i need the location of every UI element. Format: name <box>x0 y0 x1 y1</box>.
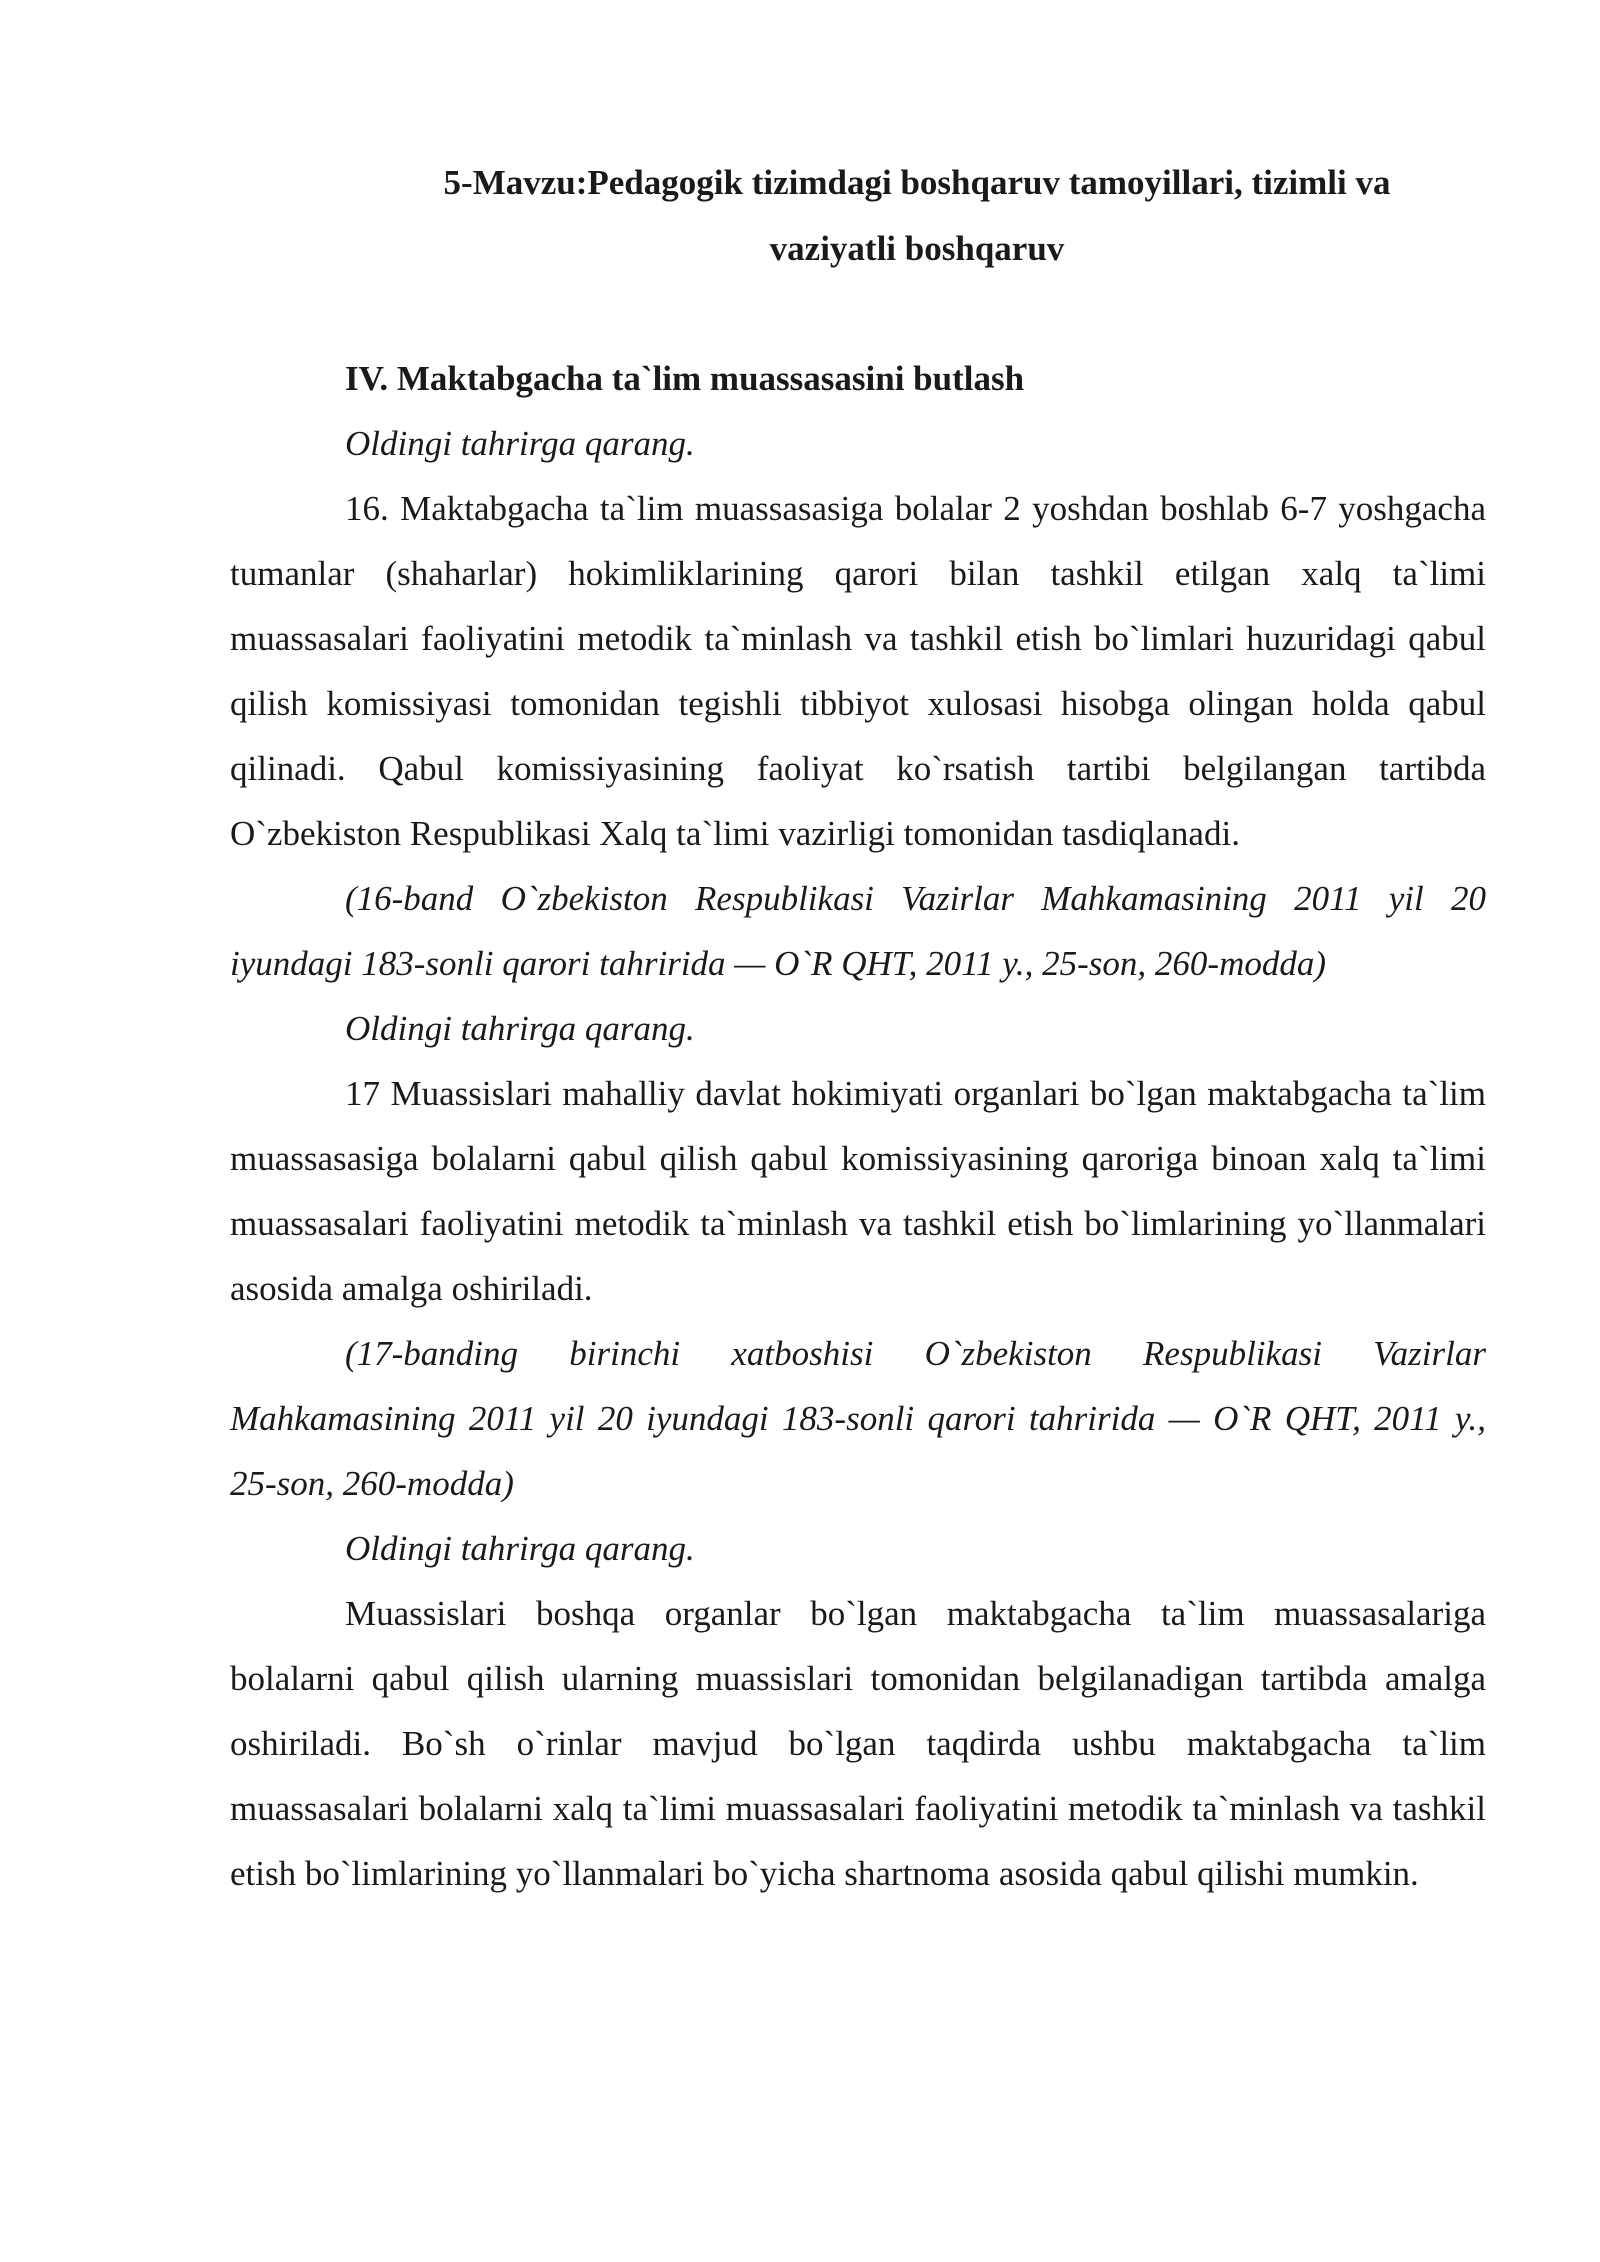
title-line-1: 5-Mavzu:Pedagogik tizimdagi boshqaruv tamoyillari, tizimli va <box>443 163 1391 202</box>
title-line-2: vaziyatli boshqaruv <box>769 229 1065 268</box>
previous-edition-link-3[interactable]: Oldingi tahrirga qarang. <box>345 1529 695 1568</box>
paragraph-17: 17 Muassislari mahalliy davlat hokimiyati organlari bo`lgan maktabgacha ta`lim muassasasiga bolalarni qabul qilish qabul komissiyasining qaroriga binoan xalq ta`limi muassasalari faoliyatini metodik ta`minlash va tashkil etish bo`limlarining yo`llanmalari asosida amalga oshiriladi. <box>230 1074 1486 1308</box>
document-body <box>230 150 1486 1906</box>
page-title <box>230 150 1486 282</box>
note-16: (16-band O`zbekiston Respublikasi Vazirlar Mahkamasining 2011 yil 20 iyundagi 183-sonli qarori tahririda — O`R QHT, 2011 y., 25-son, 260-modda) <box>230 879 1486 983</box>
previous-edition-link-2[interactable]: Oldingi tahrirga qarang. <box>345 1009 695 1048</box>
paragraph-17-second: Muassislari boshqa organlar bo`lgan maktabgacha ta`lim muassasalariga bolalarni qabul qilish ularning muassislari tomonidan belgilanadigan tartibda amalga oshiriladi. Bo`sh o`rinlar mavjud bo`lgan taqdirda ushbu maktabgacha ta`lim muassasalari bolalarni xalq ta`limi muassasalari faoliyatini metodik ta`minlash va tashkil etish bo`limlarining yo`llanmalari bo`yicha shartnoma asosida qabul qilishi mumkin. <box>230 1594 1486 1893</box>
note-17: (17-banding birinchi xatboshisi O`zbekiston Respublikasi Vazirlar Mahkamasining 2011 yil 20 iyundagi 183-sonli qarori tahririda — O`R QHT, 2011 y., 25-son, 260-modda) <box>230 1334 1486 1503</box>
paragraph-16: 16. Maktabgacha ta`lim muassasasiga bolalar 2 yoshdan boshlab 6-7 yoshgacha tumanlar (shaharlar) hokimliklarining qarori bilan tashkil etilgan xalq ta`limi muassasalari faoliyatini metodik ta`minlash va tashkil etish bo`limlari huzuridagi qabul qilish komissiyasi tomonidan tegishli tibbiyot xulosasi hisobga olingan holda qabul qilinadi. Qabul komissiyasining faoliyat ko`rsatish tartibi belgilangan tartibda O`zbekiston Respublikasi Xalq ta`limi vazirligi tomonidan tasdiqlanadi. <box>230 489 1486 853</box>
section-heading: IV. Maktabgacha ta`lim muassasasini butlash <box>345 359 1025 398</box>
previous-edition-link-1[interactable]: Oldingi tahrirga qarang. <box>345 424 695 463</box>
